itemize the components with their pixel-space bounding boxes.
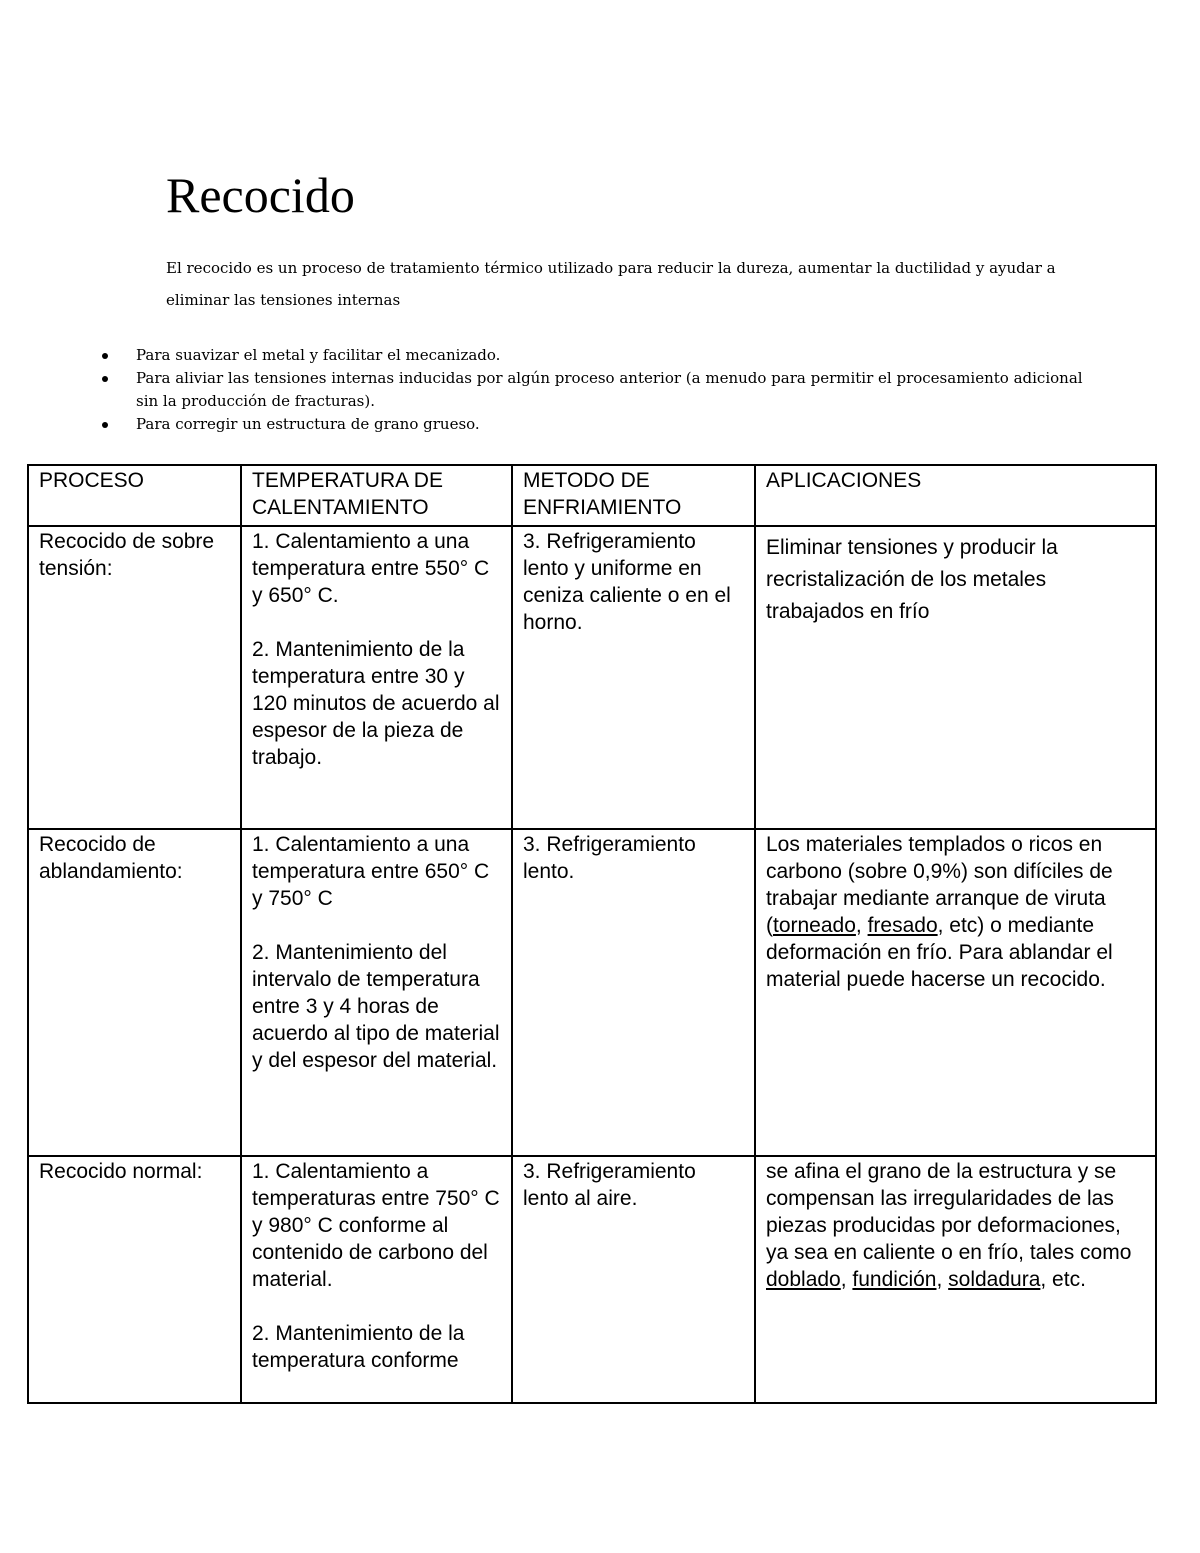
bullet-icon bbox=[102, 353, 108, 359]
cell-aplicaciones bbox=[755, 1156, 1156, 1403]
temperatura-step-2: 2. Mantenimiento del intervalo de temperatura entre 3 y 4 horas de acuerdo al tipo de material y del espesor del material. bbox=[252, 941, 500, 1072]
list-item-text: Para corregir un estructura de grano grueso. bbox=[136, 415, 480, 433]
bullet-icon bbox=[102, 376, 108, 382]
table-row bbox=[28, 526, 1156, 829]
aplicaciones-text: , etc. bbox=[1040, 1268, 1086, 1291]
separator: , bbox=[855, 914, 868, 937]
link-torneado[interactable]: torneado bbox=[773, 914, 856, 937]
header-metodo: METODO DE ENFRIAMIENTO bbox=[512, 465, 755, 526]
temperatura-step-1: 1. Calentamiento a una temperatura entre 550° C y 650° C. bbox=[252, 530, 490, 607]
cell-proceso: Recocido de ablandamiento: bbox=[28, 829, 241, 1156]
link-fresado[interactable]: fresado bbox=[867, 914, 938, 937]
aplicaciones-text: , etc) o mediante deformación en frío. Para ablandar el material puede hacerse un recocido. bbox=[766, 914, 1113, 991]
separator: , bbox=[936, 1268, 949, 1291]
intro-paragraph: El recocido es un proceso de tratamiento térmico utilizado para reducir la dureza, aumentar la ductilidad y ayudar a eliminar las tensiones internas bbox=[166, 259, 1056, 309]
header-proceso: PROCESO bbox=[28, 465, 241, 526]
bullet-icon bbox=[102, 422, 108, 428]
cell-temperatura bbox=[241, 829, 512, 1156]
list-item bbox=[98, 413, 1098, 436]
annealing-table bbox=[27, 464, 1157, 1404]
temperatura-step-1: 1. Calentamiento a temperaturas entre 750° C y 980° C conforme al contenido de carbono del material. bbox=[252, 1160, 500, 1291]
list-item bbox=[98, 367, 1098, 413]
cell-metodo: 3. Refrigeramiento lento al aire. bbox=[512, 1156, 755, 1403]
list-item bbox=[98, 344, 1098, 367]
temperatura-step-2: 2. Mantenimiento de la temperatura entre 30 y 120 minutos de acuerdo al espesor de la pieza de trabajo. bbox=[252, 638, 500, 769]
link-soldadura[interactable]: soldadura bbox=[948, 1268, 1041, 1291]
bullet-list bbox=[98, 344, 1098, 436]
link-fundicion[interactable]: fundición bbox=[852, 1268, 937, 1291]
table-row bbox=[28, 829, 1156, 1156]
cell-metodo: 3. Refrigeramiento lento y uniforme en ceniza caliente o en el horno. bbox=[512, 526, 755, 829]
cell-temperatura bbox=[241, 1156, 512, 1403]
cell-aplicaciones bbox=[755, 829, 1156, 1156]
cell-temperatura bbox=[241, 526, 512, 829]
list-item-text: Para suavizar el metal y facilitar el mecanizado. bbox=[136, 346, 501, 364]
aplicaciones-text: se afina el grano de la estructura y se compensan las irregularidades de las piezas producidas por deformaciones, ya sea en caliente o en frío, tales como bbox=[766, 1160, 1132, 1264]
page-title: Recocido bbox=[166, 167, 355, 223]
cell-proceso: Recocido de sobre tensión: bbox=[28, 526, 241, 829]
list-item-text: Para aliviar las tensiones internas inducidas por algún proceso anterior (a menudo para permitir el procesamiento adicional sin la producción de fracturas). bbox=[136, 369, 1083, 410]
aplicaciones-text: Eliminar tensiones y producir la recristalización de los metales trabajados en frío bbox=[766, 536, 1058, 623]
header-temperatura: TEMPERATURA DE CALENTAMIENTO bbox=[241, 465, 512, 526]
link-doblado[interactable]: doblado bbox=[766, 1268, 841, 1291]
cell-proceso: Recocido normal: bbox=[28, 1156, 241, 1403]
separator: , bbox=[840, 1268, 853, 1291]
table-header-row bbox=[28, 465, 1156, 526]
table-row bbox=[28, 1156, 1156, 1403]
cell-aplicaciones bbox=[755, 526, 1156, 829]
temperatura-step-1: 1. Calentamiento a una temperatura entre 650° C y 750° C bbox=[252, 833, 490, 910]
header-aplicaciones: APLICACIONES bbox=[755, 465, 1156, 526]
cell-metodo: 3. Refrigeramiento lento. bbox=[512, 829, 755, 1156]
temperatura-step-2: 2. Mantenimiento de la temperatura conforme bbox=[252, 1322, 465, 1372]
aplicaciones-text: Los materiales templados o ricos en carbono (sobre 0,9%) son difíciles de trabajar mediante arranque de viruta ( bbox=[766, 833, 1113, 937]
